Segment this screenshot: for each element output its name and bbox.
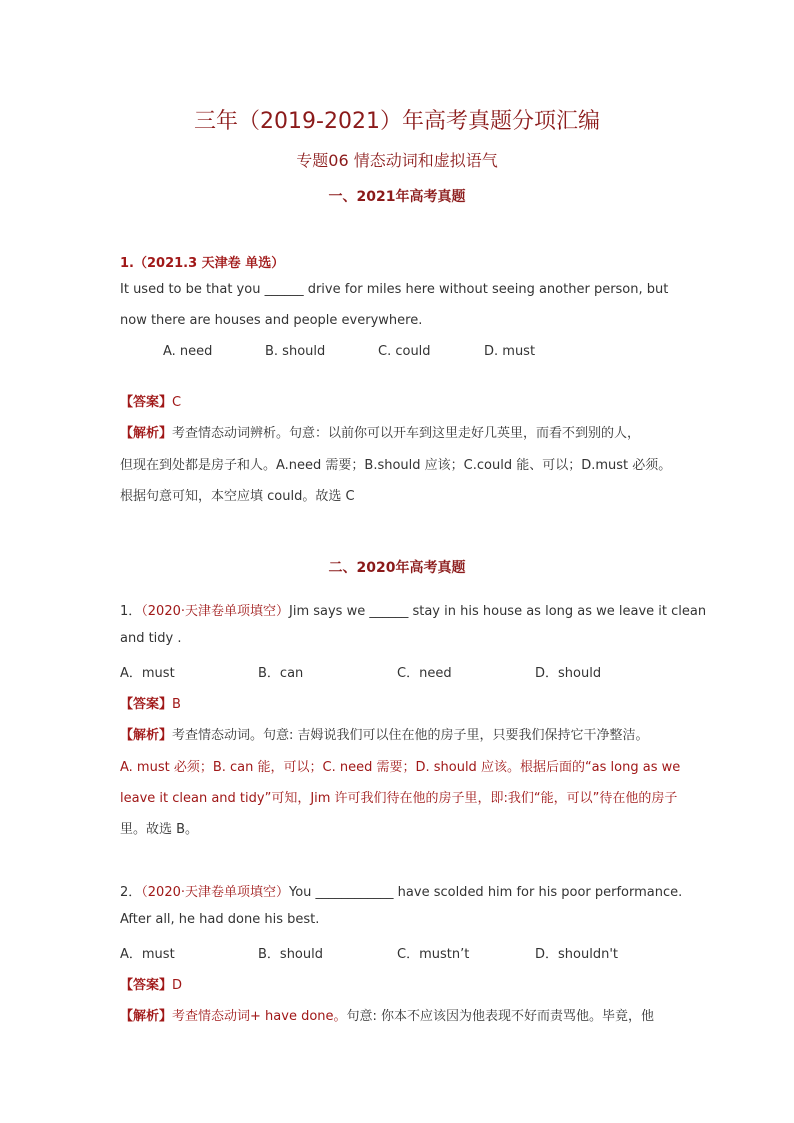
option-d: D．should [535, 666, 602, 681]
analysis-row-1 [120, 724, 649, 743]
question-source: （2020·天津卷单项填空） [141, 604, 289, 619]
answer-row [120, 693, 181, 712]
question-2021-1-header: 1.（2021.3 天津卷 单选） [120, 256, 285, 271]
analysis-text-red: 考查情态动词+ have done。 [172, 1009, 347, 1024]
answer-value: C [172, 395, 182, 410]
question-number: 1． [120, 604, 142, 619]
analysis-label: 【解析】 [120, 426, 173, 441]
analysis-row-1 [120, 1005, 654, 1024]
analysis-label: 【解析】 [120, 728, 173, 743]
answer-label: 【答案】 [120, 395, 173, 410]
page-subtitle: 专题06 情态动词和虚拟语气 [296, 151, 498, 170]
question-2020-2-line1 [120, 881, 682, 900]
analysis-row-1 [120, 422, 640, 441]
section-2020-heading: 二、2020年高考真题 [328, 560, 466, 576]
option-c: C. could [378, 344, 431, 359]
answer-row [120, 391, 181, 410]
answer-value: B [172, 697, 181, 712]
question-2021-1-line1: It used to be that you ______ drive for miles here without seeing another person, but [120, 282, 669, 297]
question-number: 2． [120, 885, 142, 900]
analysis-label: 【解析】 [120, 1009, 173, 1024]
answer-row [120, 974, 182, 993]
option-c: C．mustn’t [397, 947, 470, 962]
option-d: D. must [484, 344, 536, 359]
option-a: A. need [163, 344, 213, 359]
analysis-row-2: 但现在到处都是房子和人。A.need 需要；B.should 应该；C.could 能、可以；D.must 必须。 [120, 458, 672, 473]
option-c: C．need [397, 666, 452, 681]
question-stem: You ____________ have scolded him for his poor performance. [289, 885, 683, 900]
answer-label: 【答案】 [120, 697, 173, 712]
option-a: A．must [120, 666, 175, 681]
question-source: （2020·天津卷单项填空） [141, 885, 289, 900]
analysis-row-3: leave it clean and tidy”可知，Jim 许可我们待在他的房子里，即:我们“能，可以”待在他的房子 [120, 791, 678, 806]
question-2020-2-line2: After all, he had done his best. [120, 912, 320, 927]
page-title: 三年（2019-2021）年高考真题分项汇编 [194, 109, 600, 134]
question-2020-1-line2: and tidy . [120, 631, 182, 646]
question-stem: Jim says we ______ stay in his house as long as we leave it clean [289, 604, 707, 619]
option-d: D．shouldn't [535, 947, 618, 962]
question-2020-1-line1 [120, 600, 706, 619]
analysis-text: 考查情态动词。句意: 吉姆说我们可以住在他的房子里，只要我们保持它干净整洁。 [172, 728, 649, 743]
analysis-row-3: 根据句意可知，本空应填 could。故选 C [120, 489, 355, 504]
question-2021-1-line2: now there are houses and people everywhere. [120, 313, 423, 328]
analysis-text: 句意: 你本不应该因为他表现不好而责骂他。毕竟，他 [346, 1009, 655, 1024]
analysis-row-4: 里。故选 B。 [120, 822, 199, 837]
section-2021-heading: 一、2021年高考真题 [328, 189, 466, 205]
analysis-row-2: A. must 必须；B. can 能，可以；C. need 需要；D. should 应该。根据后面的“as long as we [120, 760, 681, 775]
answer-value: D [172, 978, 183, 993]
option-b: B．can [258, 666, 304, 681]
analysis-text: 考查情态动词辨析。句意：以前你可以开车到这里走好几英里，而看不到别的人， [172, 426, 641, 441]
option-b: B．should [258, 947, 323, 962]
option-b: B. should [265, 344, 326, 359]
answer-label: 【答案】 [120, 978, 173, 993]
option-a: A．must [120, 947, 175, 962]
